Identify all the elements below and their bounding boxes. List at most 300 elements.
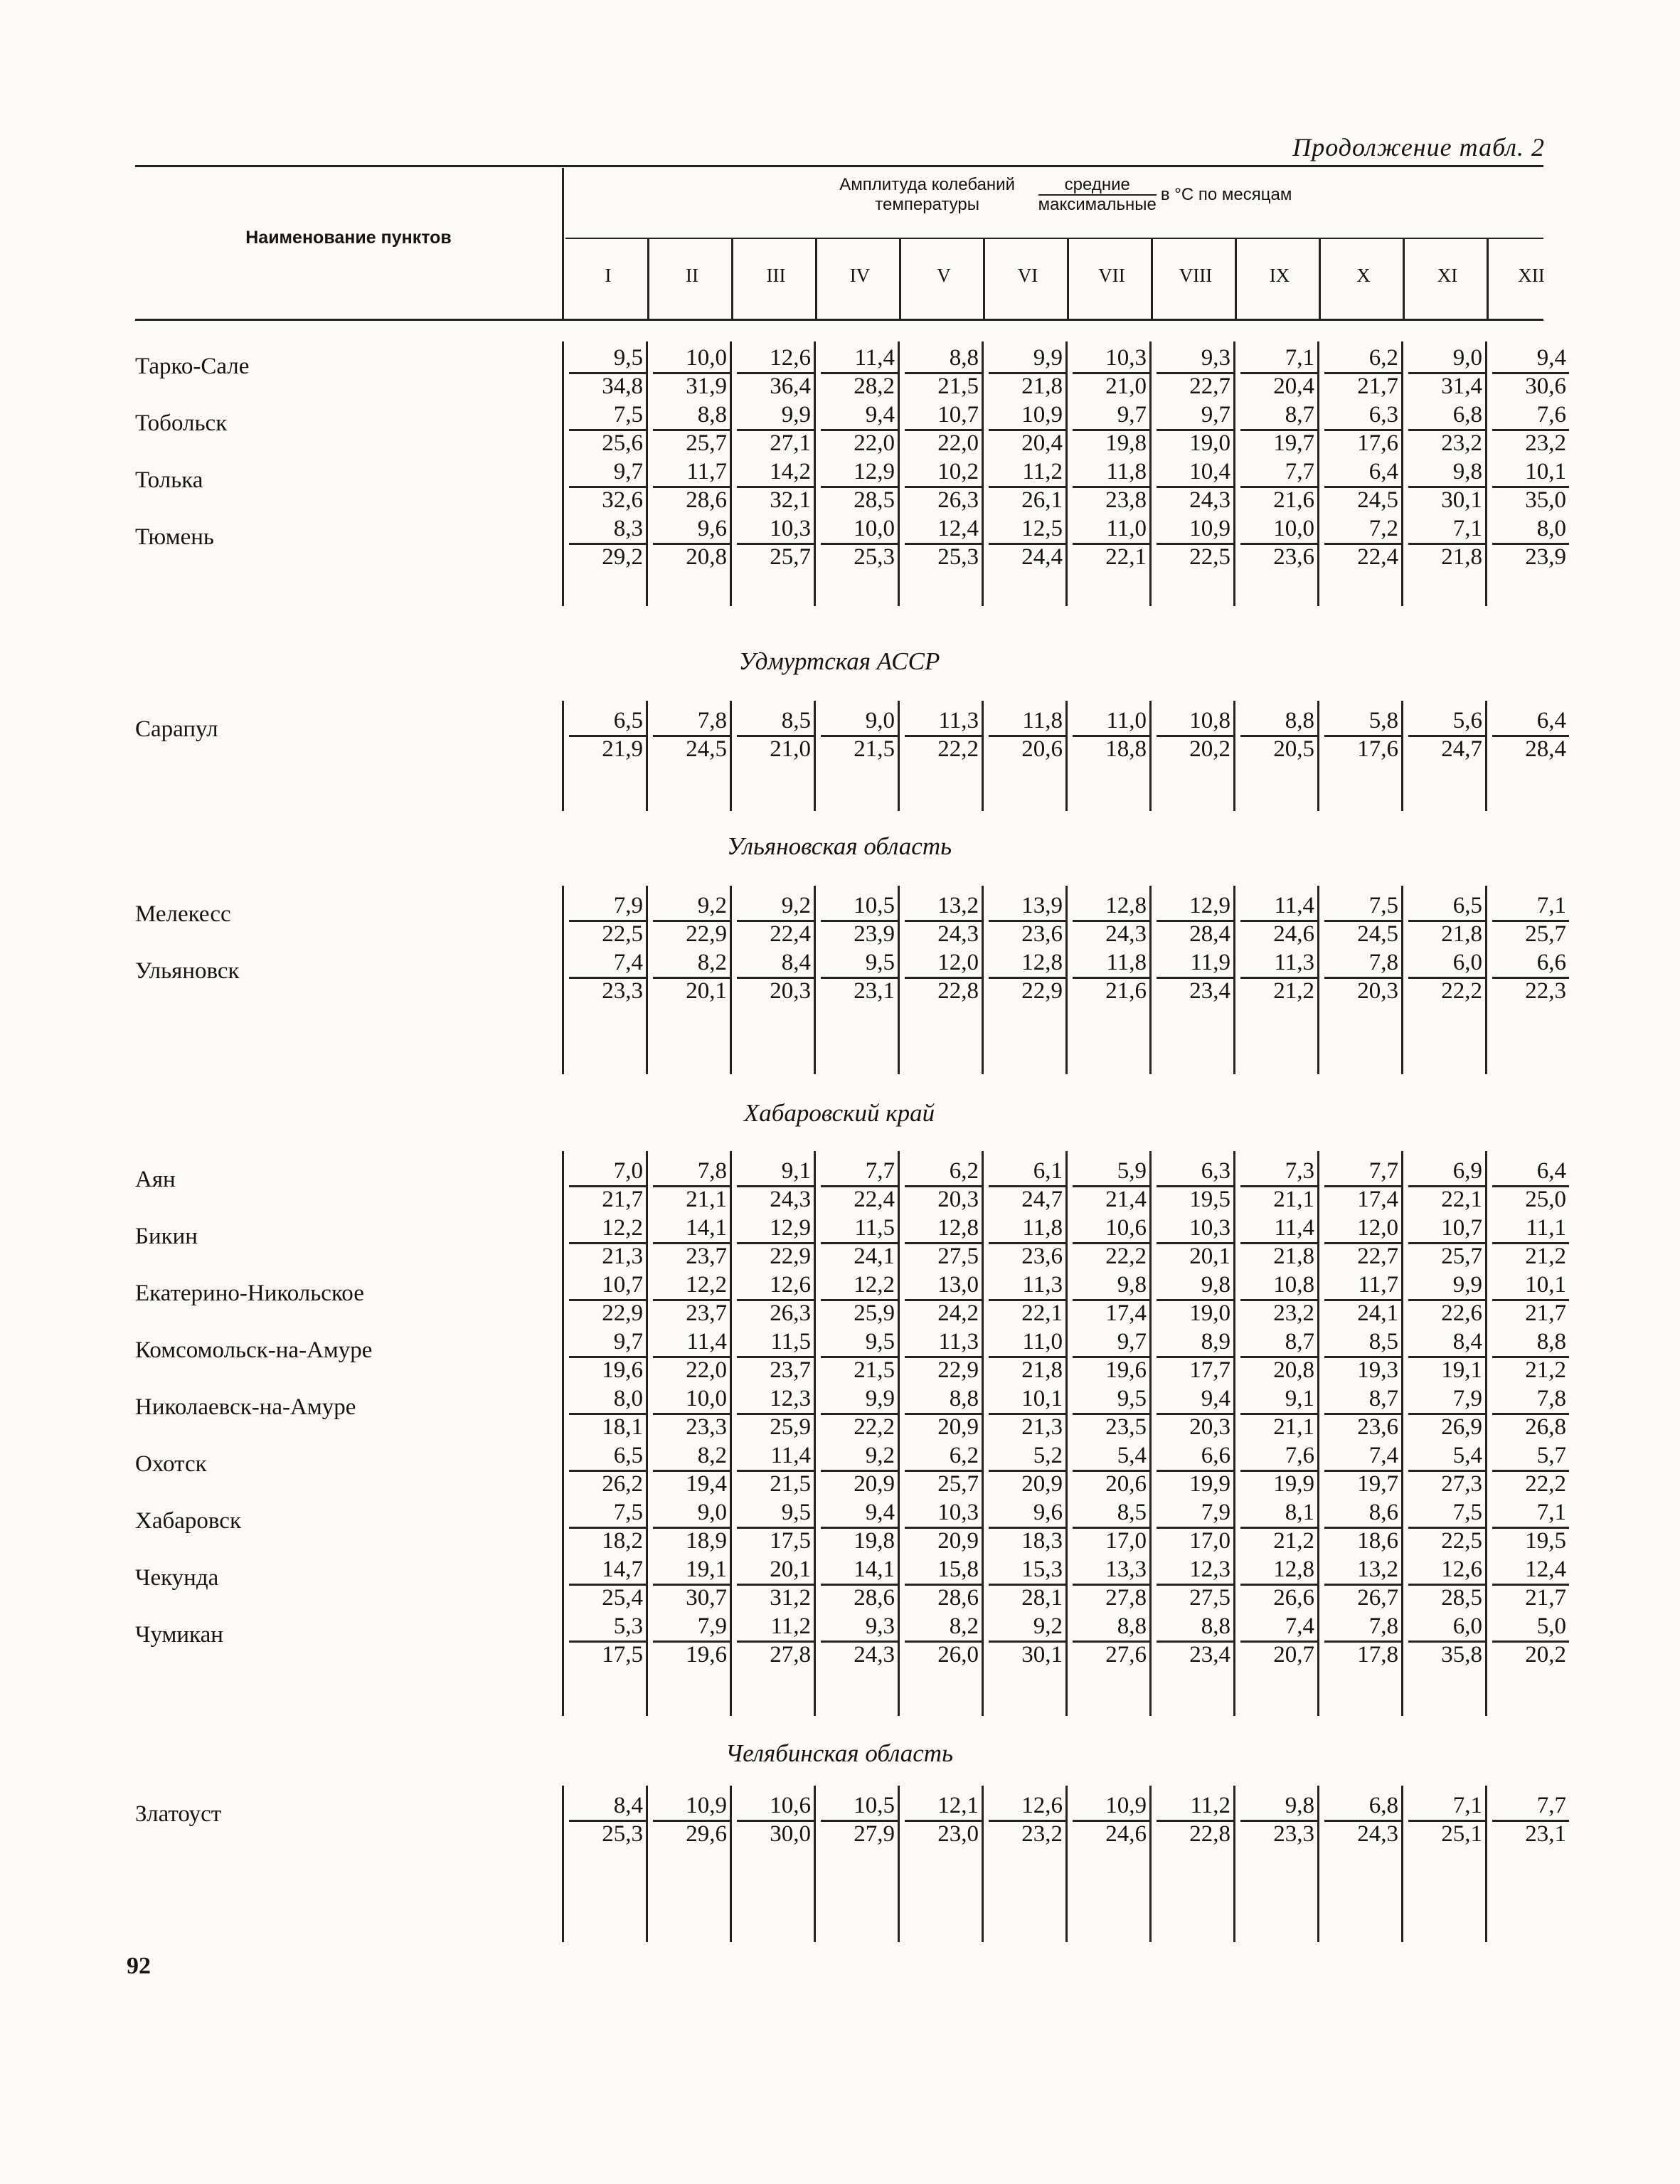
header-mid-rule (565, 238, 1543, 239)
max-amplitude-value: 23,4 (1189, 978, 1230, 1004)
max-amplitude-value: 27,9 (854, 1821, 895, 1847)
mean-amplitude-value: 11,5 (854, 1215, 895, 1241)
mean-amplitude-value: 9,7 (613, 459, 643, 484)
mean-amplitude-value: 11,9 (1190, 950, 1230, 975)
mean-amplitude-value: 11,3 (938, 1329, 979, 1355)
mean-amplitude-value: 7,5 (613, 402, 643, 428)
mean-amplitude-value: 13,2 (937, 893, 979, 918)
mean-amplitude-value: 9,4 (865, 1500, 895, 1525)
mean-amplitude-value: 10,1 (1525, 1272, 1566, 1298)
mean-amplitude-value: 11,4 (854, 345, 895, 371)
mean-amplitude-value: 6,5 (613, 708, 643, 733)
mean-amplitude-value: 8,8 (1201, 1613, 1230, 1639)
max-amplitude-value: 25,9 (854, 1300, 895, 1326)
mean-amplitude-value: 9,2 (781, 893, 811, 918)
max-amplitude-value: 23,2 (1525, 430, 1566, 456)
max-amplitude-value: 22,0 (937, 430, 979, 456)
mean-amplitude-value: 6,2 (949, 1443, 979, 1468)
mean-amplitude-value: 9,3 (1201, 345, 1230, 371)
mean-amplitude-value: 5,8 (1368, 708, 1398, 733)
max-amplitude-value: 23,1 (854, 978, 895, 1004)
max-amplitude-value: 24,3 (854, 1642, 895, 1668)
max-amplitude-value: 21,3 (602, 1244, 643, 1269)
max-amplitude-value: 25,7 (1441, 1244, 1482, 1269)
max-amplitude-value: 24,5 (686, 736, 727, 762)
mean-amplitude-value: 7,4 (1368, 1443, 1398, 1468)
mean-amplitude-value: 15,8 (937, 1557, 979, 1582)
max-amplitude-value: 22,4 (854, 1187, 895, 1212)
max-amplitude-value: 20,9 (937, 1414, 979, 1440)
max-amplitude-value: 23,5 (1105, 1414, 1147, 1440)
mean-amplitude-value: 12,3 (770, 1386, 811, 1411)
max-amplitude-value: 25,4 (602, 1585, 643, 1611)
max-amplitude-value: 18,1 (602, 1414, 643, 1440)
max-amplitude-value: 21,0 (770, 736, 811, 762)
max-amplitude-value: 19,6 (686, 1642, 727, 1668)
max-amplitude-value: 21,1 (1273, 1414, 1314, 1440)
mean-amplitude-value: 7,8 (1368, 1613, 1398, 1639)
mean-amplitude-value: 12,5 (1021, 516, 1063, 541)
mean-amplitude-value: 6,0 (1452, 1613, 1482, 1639)
mean-amplitude-value: 9,9 (781, 402, 811, 428)
max-amplitude-value: 20,9 (1021, 1471, 1063, 1497)
month-label: X (1356, 265, 1371, 286)
max-amplitude-value: 26,7 (1357, 1585, 1398, 1611)
mean-amplitude-value: 8,8 (949, 345, 979, 371)
mean-amplitude-value: 14,2 (770, 459, 811, 484)
mean-amplitude-value: 11,2 (1022, 459, 1063, 484)
max-amplitude-value: 17,0 (1189, 1528, 1230, 1554)
mean-amplitude-value: 7,9 (1201, 1500, 1230, 1525)
month-label: XII (1518, 265, 1545, 286)
mean-amplitude-value: 8,2 (697, 950, 727, 975)
max-amplitude-value: 20,8 (1273, 1357, 1314, 1383)
max-amplitude-value: 19,8 (1105, 430, 1147, 456)
max-amplitude-value: 26,1 (1021, 487, 1063, 513)
max-amplitude-value: 27,8 (770, 1642, 811, 1668)
mean-amplitude-value: 6,8 (1452, 402, 1482, 428)
mean-amplitude-value: 7,1 (1452, 1793, 1482, 1818)
max-amplitude-value: 20,5 (1273, 736, 1314, 762)
max-amplitude-value: 21,7 (1525, 1300, 1566, 1326)
mean-amplitude-value: 8,5 (781, 708, 811, 733)
mean-amplitude-value: 8,8 (697, 402, 727, 428)
max-amplitude-value: 28,1 (1021, 1585, 1063, 1611)
max-amplitude-value: 21,8 (1273, 1244, 1314, 1269)
mean-amplitude-value: 9,3 (865, 1613, 895, 1639)
mean-amplitude-value: 7,9 (613, 893, 643, 918)
max-amplitude-value: 21,4 (1105, 1187, 1147, 1212)
mean-amplitude-value: 8,8 (949, 1386, 979, 1411)
max-amplitude-value: 21,5 (937, 373, 979, 399)
max-amplitude-value: 22,1 (1441, 1187, 1482, 1212)
section-title: Удмуртская АССР (738, 647, 940, 675)
max-amplitude-value: 18,8 (1105, 736, 1147, 762)
max-amplitude-value: 20,1 (686, 978, 727, 1004)
mean-amplitude-value: 10,7 (937, 402, 979, 428)
station-name: Тобольск (135, 410, 228, 436)
max-amplitude-value: 19,0 (1189, 1300, 1230, 1326)
mean-amplitude-value: 10,1 (1021, 1386, 1063, 1411)
mean-amplitude-value: 6,2 (949, 1158, 979, 1184)
max-amplitude-value: 22,5 (1441, 1528, 1482, 1554)
max-amplitude-value: 23,6 (1357, 1414, 1398, 1440)
max-amplitude-value: 25,0 (1525, 1187, 1566, 1212)
mean-amplitude-value: 10,3 (1105, 345, 1147, 371)
max-amplitude-value: 21,5 (854, 1357, 895, 1383)
mean-amplitude-value: 5,6 (1452, 708, 1482, 733)
mean-amplitude-value: 9,0 (697, 1500, 727, 1525)
mean-amplitude-value: 12,8 (1105, 893, 1147, 918)
mean-amplitude-value: 7,7 (1285, 459, 1314, 484)
max-amplitude-value: 36,4 (770, 373, 811, 399)
max-amplitude-value: 24,7 (1021, 1187, 1063, 1212)
mean-amplitude-value: 12,9 (1189, 893, 1230, 918)
max-amplitude-value: 20,9 (937, 1528, 979, 1554)
max-amplitude-value: 19,0 (1189, 430, 1230, 456)
mean-amplitude-value: 9,5 (1117, 1386, 1147, 1411)
mean-amplitude-value: 8,8 (1117, 1613, 1147, 1639)
mean-amplitude-value: 7,5 (613, 1500, 643, 1525)
mean-amplitude-value: 12,8 (1273, 1557, 1314, 1582)
max-amplitude-value: 26,8 (1525, 1414, 1566, 1440)
max-amplitude-value: 21,7 (602, 1187, 643, 1212)
mean-amplitude-value: 11,1 (1526, 1215, 1566, 1241)
mean-amplitude-value: 13,2 (1357, 1557, 1398, 1582)
max-amplitude-value: 22,9 (602, 1300, 643, 1326)
mean-amplitude-value: 19,1 (686, 1557, 727, 1582)
max-amplitude-value: 32,1 (770, 487, 811, 513)
mean-amplitude-value: 6,5 (613, 1443, 643, 1468)
mean-amplitude-value: 8,7 (1285, 402, 1314, 428)
mean-amplitude-value: 12,4 (1525, 1557, 1566, 1582)
max-amplitude-value: 18,3 (1021, 1528, 1063, 1554)
month-label: VII (1098, 265, 1125, 286)
mean-amplitude-value: 11,3 (1022, 1272, 1063, 1298)
mean-amplitude-value: 10,5 (854, 1793, 895, 1818)
mean-amplitude-value: 6,5 (1452, 893, 1482, 918)
mean-amplitude-value: 10,8 (1273, 1272, 1314, 1298)
mean-amplitude-value: 12,4 (937, 516, 979, 541)
max-amplitude-value: 26,0 (937, 1642, 979, 1668)
mean-amplitude-value: 20,1 (770, 1557, 811, 1582)
max-amplitude-value: 22,4 (1357, 544, 1398, 570)
max-amplitude-value: 28,5 (1441, 1585, 1482, 1611)
mean-amplitude-value: 5,9 (1117, 1158, 1147, 1184)
max-amplitude-value: 24,7 (1441, 736, 1482, 762)
mean-amplitude-value: 9,7 (613, 1329, 643, 1355)
max-amplitude-value: 19,6 (1105, 1357, 1147, 1383)
section-title: Хабаровский край (743, 1099, 935, 1127)
mean-amplitude-value: 8,1 (1285, 1500, 1314, 1525)
max-amplitude-value: 20,6 (1105, 1471, 1147, 1497)
header-suffix: в °С по месяцам (1160, 185, 1292, 204)
max-amplitude-value: 22,7 (1189, 373, 1230, 399)
mean-amplitude-value: 5,0 (1536, 1613, 1566, 1639)
mean-amplitude-value: 12,1 (937, 1793, 979, 1818)
mean-amplitude-value: 9,8 (1117, 1272, 1147, 1298)
max-amplitude-value: 17,7 (1189, 1357, 1230, 1383)
mean-amplitude-value: 7,1 (1452, 516, 1482, 541)
max-amplitude-value: 35,0 (1525, 487, 1566, 513)
mean-amplitude-value: 11,4 (1274, 1215, 1314, 1241)
station-name: Сарапул (135, 716, 218, 742)
mean-amplitude-value: 11,0 (1106, 708, 1147, 733)
mean-amplitude-value: 6,2 (1368, 345, 1398, 371)
header-amplitude (569, 175, 1543, 215)
mean-amplitude-value: 12,9 (770, 1215, 811, 1241)
max-amplitude-value: 30,1 (1441, 487, 1482, 513)
mean-amplitude-value: 5,3 (613, 1613, 643, 1639)
max-amplitude-value: 22,0 (854, 430, 895, 456)
mean-amplitude-value: 9,5 (613, 345, 643, 371)
max-amplitude-value: 23,3 (602, 978, 643, 1004)
mean-amplitude-value: 9,6 (1033, 1500, 1063, 1525)
mean-amplitude-value: 7,7 (1368, 1158, 1398, 1184)
max-amplitude-value: 17,8 (1357, 1642, 1398, 1668)
header-column-divider (1487, 239, 1489, 319)
mean-amplitude-value: 6,3 (1201, 1158, 1230, 1184)
mean-amplitude-value: 10,9 (1021, 402, 1063, 428)
month-label: VIII (1179, 265, 1213, 286)
month-label: III (766, 265, 786, 286)
mean-amplitude-value: 10,0 (854, 516, 895, 541)
max-amplitude-value: 26,2 (602, 1471, 643, 1497)
mean-amplitude-value: 12,6 (770, 345, 811, 371)
max-amplitude-value: 23,0 (937, 1821, 979, 1847)
max-amplitude-value: 24,1 (1357, 1300, 1398, 1326)
max-amplitude-value: 20,1 (1189, 1244, 1230, 1269)
mean-amplitude-value: 12,6 (1441, 1557, 1482, 1582)
max-amplitude-value: 21,8 (1441, 544, 1482, 570)
mean-amplitude-value: 12,2 (686, 1272, 727, 1298)
max-amplitude-value: 24,6 (1105, 1821, 1147, 1847)
max-amplitude-value: 29,2 (602, 544, 643, 570)
max-amplitude-value: 20,4 (1273, 373, 1314, 399)
mean-amplitude-value: 11,5 (770, 1329, 811, 1355)
max-amplitude-value: 25,3 (854, 544, 895, 570)
max-amplitude-value: 23,2 (1273, 1300, 1314, 1326)
header-column-divider (815, 239, 817, 319)
mean-amplitude-value: 9,7 (1117, 402, 1147, 428)
mean-amplitude-value: 7,1 (1536, 893, 1566, 918)
max-amplitude-value: 20,9 (854, 1471, 895, 1497)
header-bottom-rule (135, 319, 1543, 321)
max-amplitude-value: 19,5 (1525, 1528, 1566, 1554)
mean-amplitude-value: 14,1 (854, 1557, 895, 1582)
station-name: Златоуст (135, 1801, 222, 1827)
mean-amplitude-value: 9,8 (1285, 1793, 1314, 1818)
max-amplitude-value: 23,4 (1189, 1642, 1230, 1668)
mean-amplitude-value: 10,9 (686, 1793, 727, 1818)
month-label: VI (1017, 265, 1038, 286)
max-amplitude-value: 18,9 (686, 1528, 727, 1554)
mean-amplitude-value: 9,4 (1536, 345, 1566, 371)
mean-amplitude-value: 8,8 (1285, 708, 1314, 733)
max-amplitude-value: 21,5 (770, 1471, 811, 1497)
max-amplitude-value: 17,5 (770, 1528, 811, 1554)
mean-amplitude-value: 5,4 (1452, 1443, 1482, 1468)
max-amplitude-value: 23,7 (686, 1300, 727, 1326)
mean-amplitude-value: 6,8 (1368, 1793, 1398, 1818)
mean-amplitude-value: 8,4 (1452, 1329, 1482, 1355)
max-amplitude-value: 28,2 (854, 373, 895, 399)
mean-amplitude-value: 8,9 (1201, 1329, 1230, 1355)
mean-amplitude-value: 10,4 (1189, 459, 1230, 484)
max-amplitude-value: 22,5 (602, 921, 643, 947)
mean-amplitude-value: 7,7 (1536, 1793, 1566, 1818)
max-amplitude-value: 25,7 (937, 1471, 979, 1497)
max-amplitude-value: 23,6 (1273, 544, 1314, 570)
max-amplitude-value: 22,4 (770, 921, 811, 947)
max-amplitude-value: 24,3 (937, 921, 979, 947)
header-name-column: Наименование пунктов (245, 228, 452, 248)
max-amplitude-value: 19,7 (1273, 430, 1314, 456)
mean-amplitude-value: 14,7 (602, 1557, 643, 1582)
max-amplitude-value: 24,3 (1105, 921, 1147, 947)
mean-amplitude-value: 9,7 (1117, 1329, 1147, 1355)
max-amplitude-value: 23,7 (770, 1357, 811, 1383)
max-amplitude-value: 28,4 (1189, 921, 1230, 947)
max-amplitude-value: 22,2 (854, 1414, 895, 1440)
max-amplitude-value: 22,1 (1105, 544, 1147, 570)
max-amplitude-value: 21,6 (1273, 487, 1314, 513)
mean-amplitude-value: 11,4 (770, 1443, 811, 1468)
max-amplitude-value: 24,5 (1357, 921, 1398, 947)
mean-amplitude-value: 12,6 (770, 1272, 811, 1298)
mean-amplitude-value: 12,2 (602, 1215, 643, 1241)
max-amplitude-value: 19,6 (602, 1357, 643, 1383)
mean-amplitude-value: 11,3 (1274, 950, 1314, 975)
max-amplitude-value: 25,7 (1525, 921, 1566, 947)
mean-amplitude-value: 6,9 (1452, 1158, 1482, 1184)
mean-amplitude-value: 10,7 (602, 1272, 643, 1298)
mean-amplitude-value: 12,8 (937, 1215, 979, 1241)
max-amplitude-value: 24,2 (937, 1300, 979, 1326)
station-name: Охотск (135, 1451, 207, 1477)
max-amplitude-value: 21,2 (1273, 978, 1314, 1004)
max-amplitude-value: 23,7 (686, 1244, 727, 1269)
station-name: Мелекесс (135, 901, 231, 927)
max-amplitude-value: 21,8 (1021, 373, 1063, 399)
mean-amplitude-value: 7,4 (613, 950, 643, 975)
max-amplitude-value: 20,8 (686, 544, 727, 570)
max-amplitude-value: 21,2 (1525, 1244, 1566, 1269)
max-amplitude-value: 17,5 (602, 1642, 643, 1668)
max-amplitude-value: 22,2 (937, 736, 979, 762)
station-name: Толька (135, 467, 203, 493)
mean-amplitude-value: 5,7 (1536, 1443, 1566, 1468)
mean-amplitude-value: 9,8 (1452, 459, 1482, 484)
max-amplitude-value: 22,3 (1525, 978, 1566, 1004)
max-amplitude-value: 31,9 (686, 373, 727, 399)
mean-amplitude-value: 12,6 (1021, 1793, 1063, 1818)
max-amplitude-value: 18,6 (1357, 1528, 1398, 1554)
max-amplitude-value: 17,6 (1357, 736, 1398, 762)
mean-amplitude-value: 7,9 (697, 1613, 727, 1639)
mean-amplitude-value: 6,0 (1452, 950, 1482, 975)
mean-amplitude-value: 10,5 (854, 893, 895, 918)
max-amplitude-value: 17,4 (1357, 1187, 1398, 1212)
mean-amplitude-value: 9,0 (1452, 345, 1482, 371)
max-amplitude-value: 19,9 (1273, 1471, 1314, 1497)
header-column-divider (1151, 239, 1153, 319)
mean-amplitude-value: 7,1 (1285, 345, 1314, 371)
mean-amplitude-value: 7,6 (1536, 402, 1566, 428)
max-amplitude-value: 22,2 (1105, 1244, 1147, 1269)
mean-amplitude-value: 13,3 (1105, 1557, 1147, 1582)
max-amplitude-value: 28,5 (854, 487, 895, 513)
mean-amplitude-value: 12,0 (937, 950, 979, 975)
month-label: I (605, 265, 612, 286)
mean-amplitude-value: 8,4 (781, 950, 811, 975)
max-amplitude-value: 21,8 (1441, 921, 1482, 947)
max-amplitude-value: 21,5 (854, 736, 895, 762)
max-amplitude-value: 20,3 (1189, 1414, 1230, 1440)
max-amplitude-value: 21,0 (1105, 373, 1147, 399)
max-amplitude-value: 22,8 (937, 978, 979, 1004)
mean-amplitude-value: 6,4 (1536, 1158, 1566, 1184)
max-amplitude-value: 27,3 (1441, 1471, 1482, 1497)
mean-amplitude-value: 9,4 (1201, 1386, 1230, 1411)
mean-amplitude-value: 5,2 (1033, 1443, 1063, 1468)
mean-amplitude-value: 6,3 (1368, 402, 1398, 428)
max-amplitude-value: 22,5 (1189, 544, 1230, 570)
max-amplitude-value: 31,4 (1441, 373, 1482, 399)
mean-amplitude-value: 6,4 (1536, 708, 1566, 733)
page-number: 92 (127, 1953, 151, 1979)
max-amplitude-value: 19,9 (1189, 1471, 1230, 1497)
max-amplitude-value: 23,9 (1525, 544, 1566, 570)
max-amplitude-value: 35,8 (1441, 1642, 1482, 1668)
max-amplitude-value: 22,1 (1021, 1300, 1063, 1326)
max-amplitude-value: 23,6 (1021, 921, 1063, 947)
mean-amplitude-value: 7,6 (1285, 1443, 1314, 1468)
mean-amplitude-value: 9,9 (865, 1386, 895, 1411)
mean-amplitude-value: 7,5 (1452, 1500, 1482, 1525)
max-amplitude-value: 19,8 (854, 1528, 895, 1554)
max-amplitude-value: 28,6 (854, 1585, 895, 1611)
max-amplitude-value: 21,6 (1105, 978, 1147, 1004)
mean-amplitude-value: 11,4 (686, 1329, 727, 1355)
max-amplitude-value: 30,7 (686, 1585, 727, 1611)
max-amplitude-value: 22,9 (770, 1244, 811, 1269)
amplitude-label: Амплитуда колебаний температуры (839, 175, 1015, 214)
header-column-divider (731, 239, 733, 319)
max-amplitude-value: 27,5 (937, 1244, 979, 1269)
month-label: II (686, 265, 698, 286)
station-name: Чекунда (135, 1565, 219, 1591)
max-amplitude-value: 24,6 (1273, 921, 1314, 947)
max-amplitude-value: 22,9 (937, 1357, 979, 1383)
max-amplitude-value: 34,8 (602, 373, 643, 399)
max-amplitude-value: 17,6 (1357, 430, 1398, 456)
month-label: IX (1269, 265, 1290, 286)
mean-amplitude-value: 10,9 (1105, 1793, 1147, 1818)
mean-amplitude-value: 8,7 (1285, 1329, 1314, 1355)
max-amplitude-value: 25,9 (770, 1414, 811, 1440)
mean-amplitude-value: 8,4 (613, 1793, 643, 1818)
mean-amplitude-value: 8,3 (613, 516, 643, 541)
mean-amplitude-value: 10,3 (937, 1500, 979, 1525)
section-title: Челябинская область (725, 1739, 954, 1767)
mean-amplitude-value: 7,9 (1452, 1386, 1482, 1411)
mean-amplitude-value: 11,7 (1358, 1272, 1398, 1298)
mean-amplitude-value: 9,1 (781, 1158, 811, 1184)
mean-amplitude-value: 8,2 (949, 1613, 979, 1639)
mean-amplitude-value: 7,3 (1285, 1158, 1314, 1184)
fraction-bottom: максимальные (1038, 195, 1157, 214)
